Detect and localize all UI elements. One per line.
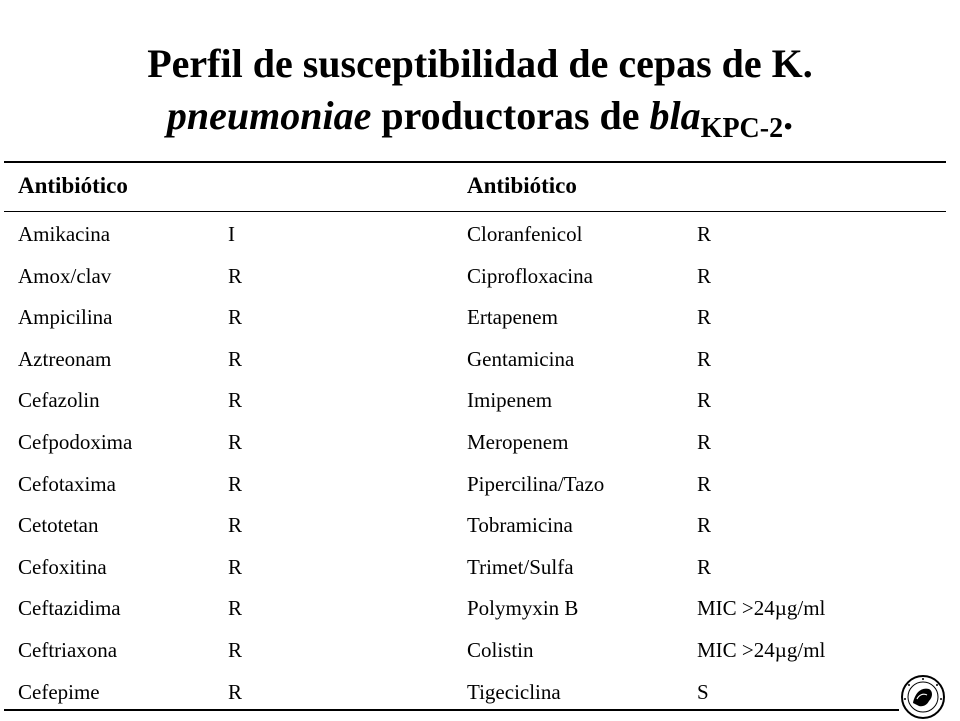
right-drug-cell: Polymyxin B [467,596,579,621]
right-result-cell: R [697,346,712,371]
left-drug-cell: Cefazolin [18,388,100,413]
title-gene-subscript: KPC-2 [700,113,784,144]
right-result-cell: R [697,305,712,330]
header-antibiotic-right: Antibiótico [467,173,577,198]
right-result-cell: MIC >24µg/ml [697,638,826,662]
left-result-cell: I [228,222,235,246]
left-result-cell: R [228,346,243,371]
left-result-cell: R [228,513,243,538]
right-drug-cell: Pipercilina/Tazo [467,471,605,496]
left-result-cell: R [228,263,243,288]
right-drug-cell: Colistin [467,638,534,662]
right-drug-cell: Cloranfenicol [467,222,583,246]
left-drug-cell: Cefotaxima [18,471,116,496]
left-drug-cell: Ceftriaxona [18,638,118,662]
left-drug-cell: Amox/clav [18,263,112,288]
left-result-cell: R [228,596,243,621]
table-bottom-rule [4,709,899,711]
left-result-cell: R [228,638,243,662]
right-drug-cell: Meropenem [467,430,569,454]
title-line-2 [0,90,960,142]
left-drug-cell: Cefpodoxima [18,430,133,454]
right-drug-cell: Gentamicina [467,346,575,371]
left-drug-cell: Cetotetan [18,513,99,538]
seal-logo-icon [899,673,947,721]
title-line-1 [0,38,960,90]
left-drug-cell: Ceftazidima [18,596,121,621]
title-genus: K. [771,41,813,86]
right-drug-cell: Tobramicina [467,513,573,538]
right-result-cell: R [697,513,712,538]
table-header-rule [4,211,946,212]
title-end: . [783,93,794,138]
right-result-cell: R [697,263,712,288]
left-result-cell: R [228,679,243,704]
table-top-rule [4,161,946,163]
right-result-cell: R [697,388,712,413]
left-result-cell: R [228,430,243,454]
left-result-cell: R [228,554,243,579]
right-result-cell: S [697,679,709,704]
left-drug-cell: Aztreonam [18,346,112,371]
left-drug-cell: Cefepime [18,679,100,704]
slide-title [0,38,960,142]
left-result-cell: R [228,305,243,330]
left-result-cell: R [228,388,243,413]
right-result-cell: R [697,554,712,579]
right-result-cell: R [697,222,712,246]
right-drug-cell: Tigeciclina [467,679,561,704]
title-species: pneumoniae [166,93,372,138]
right-drug-cell: Ertapenem [467,305,558,330]
title-gene: bla [649,93,701,138]
right-result-cell: R [697,430,712,454]
right-result-cell: MIC >24µg/ml [697,596,826,621]
left-drug-cell: Cefoxitina [18,554,107,579]
right-result-cell: R [697,471,712,496]
title-line-2-text: productoras de [371,93,650,138]
right-drug-cell: Imipenem [467,388,553,413]
left-drug-cell: Ampicilina [18,305,113,330]
right-drug-cell: Ciprofloxacina [467,263,593,288]
left-result-cell: R [228,471,243,496]
left-drug-cell: Amikacina [18,222,111,246]
title-line-1-text: Perfil de susceptibilidad de cepas de [147,41,772,86]
right-drug-cell: Trimet/Sulfa [467,554,574,579]
header-antibiotic-left: Antibiótico [18,173,128,198]
